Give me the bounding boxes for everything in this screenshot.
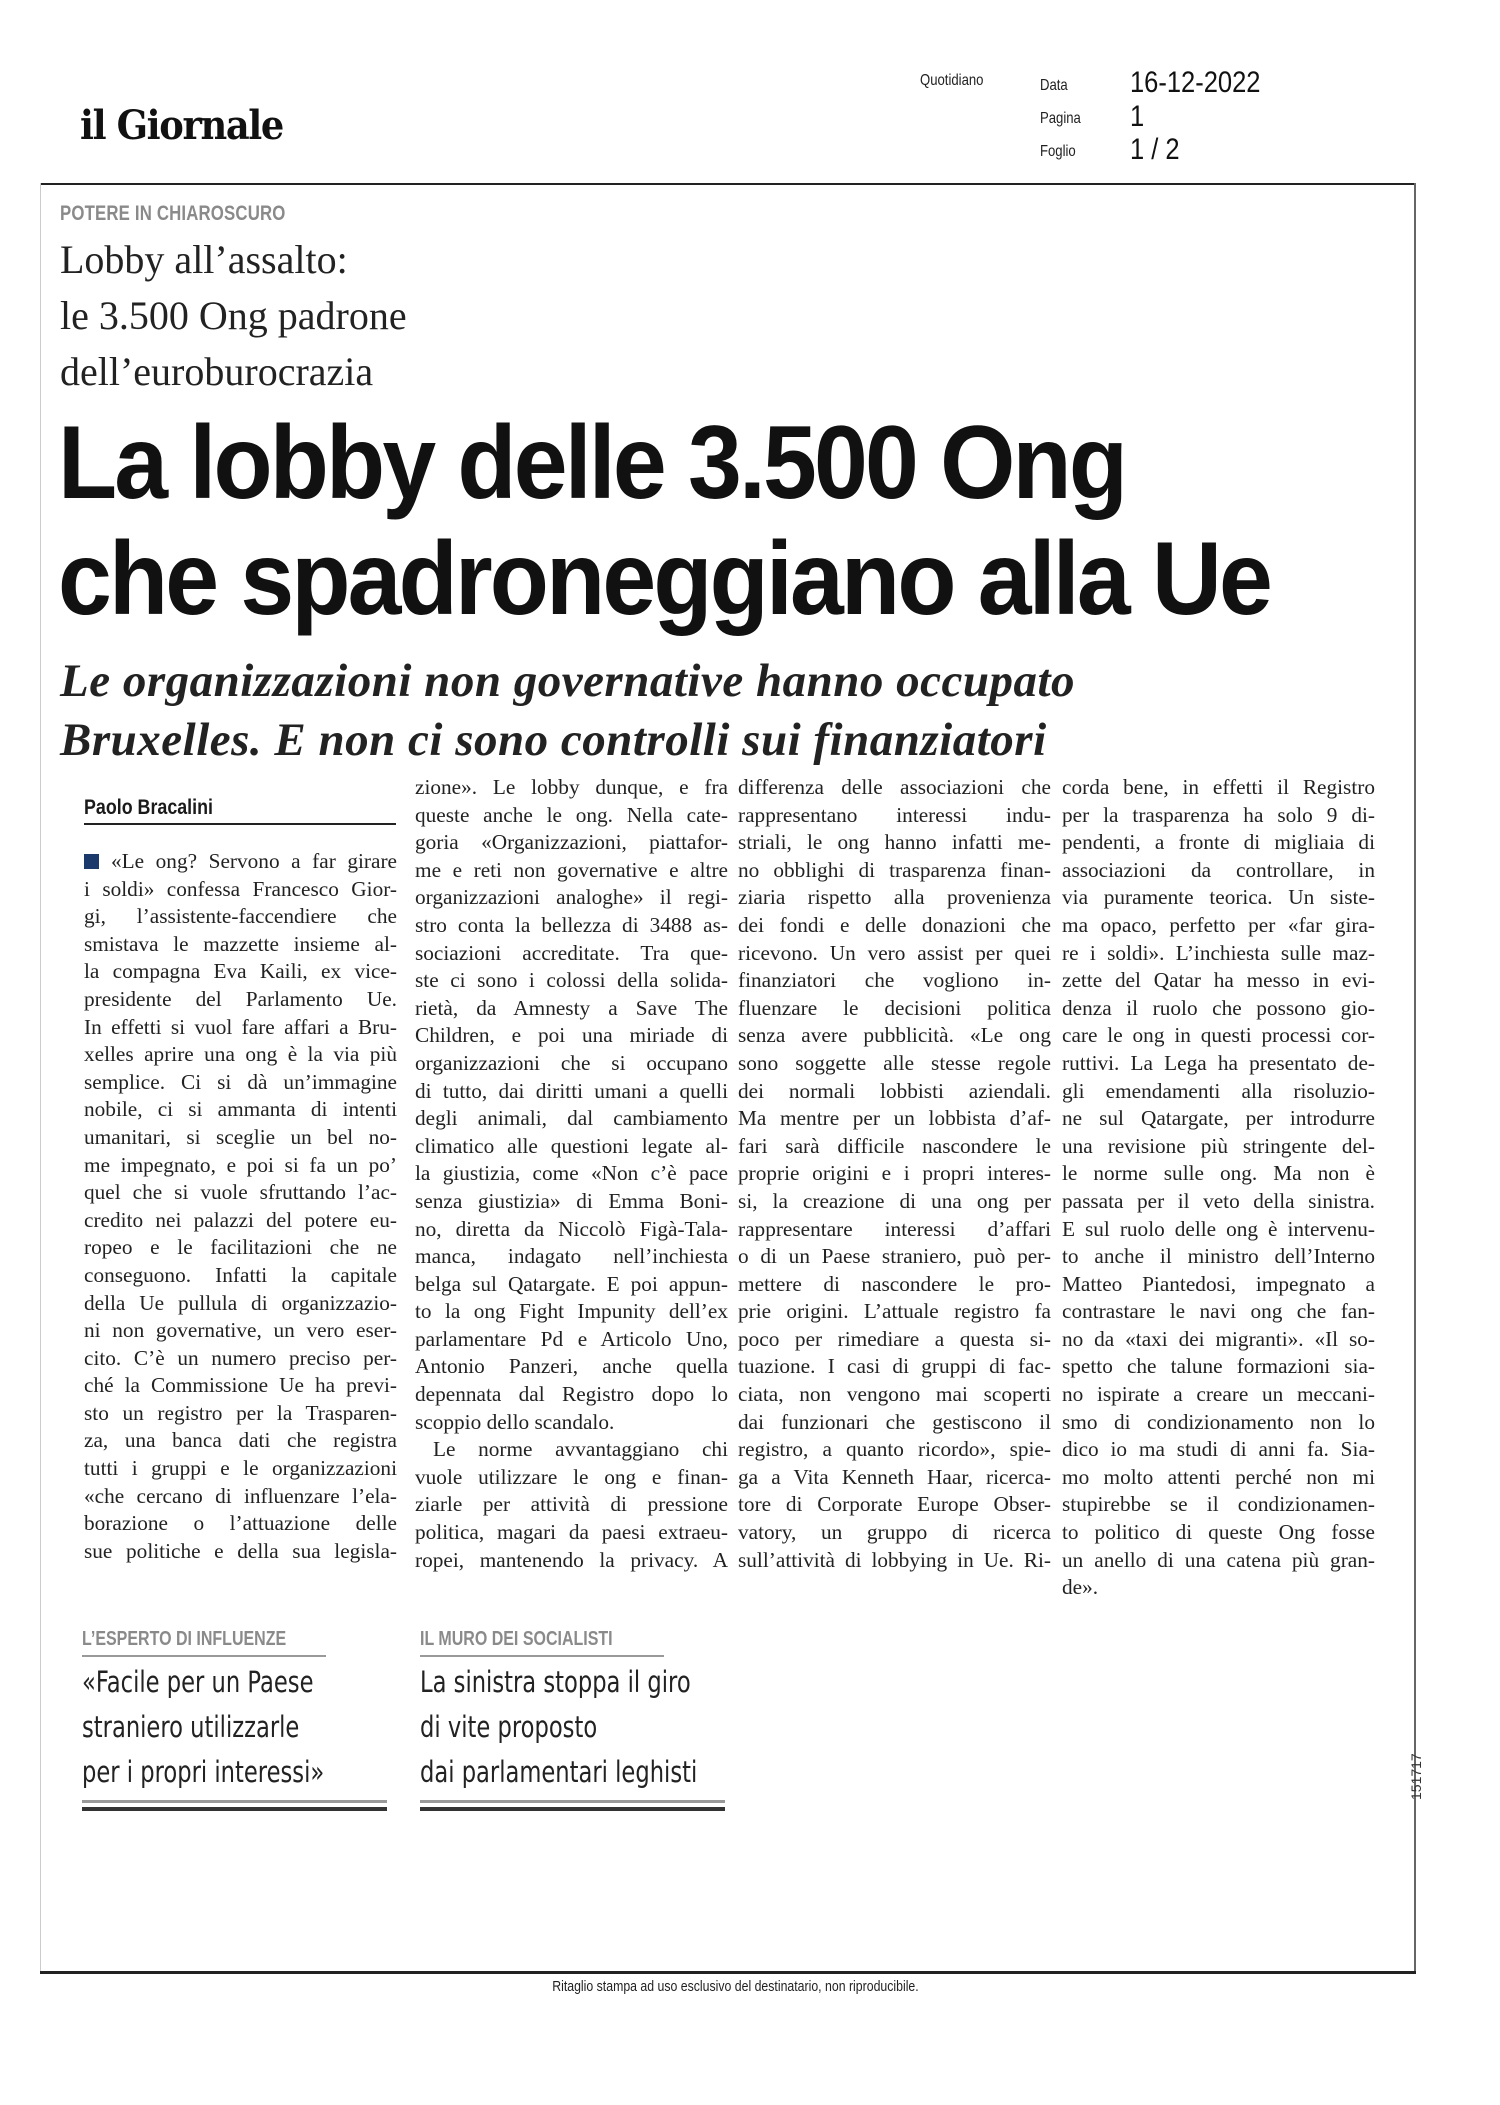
article-text-line: contrastare le navi ong che fan- xyxy=(1062,1299,1375,1324)
sidebar-title-line: dai parlamentari leghisti xyxy=(420,1755,698,1789)
article-text-line: re i soldi». L’inchiesta sulle maz- xyxy=(1062,940,1375,965)
article-text-line: finanziatori che vogliono in- xyxy=(738,968,1051,993)
subheadline-line: le 3.500 Ong padrone xyxy=(60,293,407,338)
article-text-line: mettere di nascondere le pro- xyxy=(738,1271,1051,1296)
article-text-line: quel che si vuole sfruttando l’ac- xyxy=(84,1180,397,1205)
article-text-line: si, la creazione di una ong per xyxy=(738,1188,1051,1213)
article-text-line: tore di Corporate Europe Obser- xyxy=(738,1492,1051,1517)
article-text-line: ropei, mantenendo la privacy. A xyxy=(415,1547,728,1572)
deck-line: Le organizzazioni non governative hanno occupato xyxy=(60,655,1076,707)
article-text-line: mo molto attenti perché non mi xyxy=(1062,1464,1375,1489)
article-kicker: POTERE IN CHIAROSCURO xyxy=(60,202,286,225)
article-text-line: proprie origini e i propri interes- xyxy=(738,1161,1051,1186)
article-text-line: la giustizia, come «Non c’è pace xyxy=(415,1161,728,1186)
sidebar-rule xyxy=(82,1800,387,1803)
article-text-line: queste anche le ong. Nella cate- xyxy=(415,802,728,827)
article-text-line: umanitari, si sceglie un bel no- xyxy=(84,1124,397,1149)
byline xyxy=(84,796,396,825)
article-text-line: tutti i gruppi e le organizzazioni xyxy=(84,1456,397,1481)
article-text-line: Children, e poi una miriade di xyxy=(415,1023,728,1048)
article-text-line: della Ue pullula di organizzazio- xyxy=(84,1290,397,1315)
sidebar-title-line: «Facile per un Paese xyxy=(82,1665,314,1699)
article-text-line: registro, a quanto ricordo», spie- xyxy=(738,1437,1051,1462)
article-text-line: fari sarà difficile nascondere le xyxy=(738,1133,1051,1158)
article-text-line: una revisione più stringente del- xyxy=(1062,1133,1375,1158)
sidebar-kicker: IL MURO DEI SOCIALISTI xyxy=(420,1628,664,1657)
frame-left-rule xyxy=(40,183,41,1973)
subheadline-line: dell’euroburocrazia xyxy=(60,349,374,394)
article-text-line: denza il ruolo che possono gio- xyxy=(1062,995,1375,1020)
article-text-line: me impegnato, e poi si fa un po’ xyxy=(84,1152,397,1177)
article-text-line: senza giustizia» di Emma Boni- xyxy=(415,1188,728,1213)
article-text-line: via puramente teorica. Un siste- xyxy=(1062,885,1375,910)
article-text-line: za, una banca dati che registra xyxy=(84,1428,397,1453)
sidebar-box-socialists xyxy=(420,1628,725,1811)
article-text-line: climatico alle questioni legate al- xyxy=(415,1133,728,1158)
article-text-line: o di un Paese straniero, può per- xyxy=(738,1244,1051,1269)
article-text-line: politica, magari da paesi extraeu- xyxy=(415,1520,728,1545)
clip-code: 151717 xyxy=(1408,1753,1424,1800)
article-text-line: sull’attività di lobbying in Ue. Ri- xyxy=(738,1547,1051,1572)
article-text-line: corda bene, in effetti il Registro xyxy=(1062,775,1375,799)
article-text-line: ricevono. Un vero assist per quei xyxy=(738,940,1051,965)
article-text-line: to politico di queste Ong fosse xyxy=(1062,1520,1375,1545)
article-text-line: associazioni da controllare, in xyxy=(1062,857,1375,882)
article-text-line: sue politiche e della sua legisla- xyxy=(84,1538,397,1563)
subheadline xyxy=(60,232,407,400)
deck xyxy=(60,652,1075,770)
article-column-2 xyxy=(415,774,728,1574)
article-text-line: credito nei palazzi del potere eu- xyxy=(84,1207,397,1232)
article-text-line: stupirebbe se il condizionamen- xyxy=(1062,1492,1375,1517)
article-text-line: no da «taxi dei migranti». «Il so- xyxy=(1062,1326,1375,1351)
article-text-line: fluenzare le decisioni politica xyxy=(738,995,1051,1020)
article-text-line: pendenti, a fronte di migliaia di xyxy=(1062,830,1375,855)
article-text-line: manca, indagato nell’inchiesta xyxy=(415,1244,728,1269)
date-value: 16-12-2022 xyxy=(1130,66,1261,99)
article-text-line: le norme sulle ong. Ma non è xyxy=(1062,1161,1375,1186)
article-text-line: rappresentano interessi indu- xyxy=(738,802,1051,827)
article-text-line: spetto che talune formazioni sia- xyxy=(1062,1354,1375,1379)
article-text-line: ropeo e le facilitazioni che ne xyxy=(84,1235,397,1260)
article-text-line: tuazione. I casi di gruppi di fac- xyxy=(738,1354,1051,1379)
article-text-line xyxy=(84,848,397,876)
article-text-line: Matteo Piantedosi, impegnato a xyxy=(1062,1271,1375,1296)
frame-top-rule xyxy=(40,183,1416,185)
article-text-line: passata per il veto della sinistra. xyxy=(1062,1188,1375,1213)
article-text-line: semplice. Ci si dà un’immagine xyxy=(84,1069,397,1094)
frame-bottom-rule xyxy=(40,1971,1416,1974)
page-label: Pagina xyxy=(1040,110,1081,127)
frame-right-rule xyxy=(1414,183,1416,1973)
sheet-value: 1 / 2 xyxy=(1130,133,1180,166)
sidebar-title-line: per i propri interessi» xyxy=(82,1755,325,1789)
article-text-line: smo di condizionamento non lo xyxy=(1062,1409,1375,1434)
article-text-line: degli animali, dal cambiamento xyxy=(415,1106,728,1131)
article-text-line: Ma mentre per un lobbista d’af- xyxy=(738,1106,1051,1131)
article-start-square-icon xyxy=(84,854,99,869)
article-text-line: conseguono. Infatti la capitale xyxy=(84,1262,397,1287)
article-text-line: ziaria rispetto alla provenienza xyxy=(738,885,1051,910)
article-text-line: zione». Le lobby dunque, e fra xyxy=(415,775,728,799)
article-text-line: vatory, un gruppo di ricerca xyxy=(738,1520,1051,1545)
article-text-line: parlamentare Pd e Articolo Uno, xyxy=(415,1326,728,1351)
article-text-line: ziarle per attività di pressione xyxy=(415,1492,728,1517)
article-text-line: prie origini. L’attuale registro fa xyxy=(738,1299,1051,1324)
article-column-4 xyxy=(1062,774,1375,1602)
article-text-line: striali, le ong hanno infatti me- xyxy=(738,830,1051,855)
article-text-line: vuole utilizzare le ong e finan- xyxy=(415,1464,728,1489)
article-text-line: di tutto, dai diritti umani a quelli xyxy=(415,1078,728,1103)
headline-line: che spadroneggiano alla Ue xyxy=(58,521,1271,637)
article-text-line: gli emendamenti alla risoluzio- xyxy=(1062,1078,1375,1103)
article-text-line: organizzazioni che si occupano xyxy=(415,1050,728,1075)
article-text-line: ma opaco, perfetto per «far gira- xyxy=(1062,912,1375,937)
article-column-1 xyxy=(84,848,397,1565)
article-text-line: gi, l’assistente-faccendiere che xyxy=(84,904,397,929)
sidebar-rule xyxy=(420,1807,725,1811)
article-text-line: In effetti si vuol fare affari a Bru- xyxy=(84,1014,397,1039)
article-text-line: ne sul Qatargate, per introdurre xyxy=(1062,1106,1375,1131)
article-text-line: ste ci sono i colossi della solida- xyxy=(415,968,728,993)
article-text-line: per la trasparenza ha solo 9 di- xyxy=(1062,802,1375,827)
deck-line: Bruxelles. E non ci sono controlli sui finanziatori xyxy=(60,714,1047,766)
article-text-line: me e reti non governative e altre xyxy=(415,857,728,882)
article-text-line: zette del Qatar ha messo in evi- xyxy=(1062,968,1375,993)
article-text-line: nobile, ci si ammanta di intenti xyxy=(84,1097,397,1122)
sidebar-rule xyxy=(82,1807,387,1811)
article-text-line: Le norme avvantaggiano chi xyxy=(433,1437,728,1462)
article-text-line: dei fondi e delle donazioni che xyxy=(738,912,1051,937)
article-text-line: sono soggette alle stesse regole xyxy=(738,1050,1051,1075)
article-text-line: sociazioni accreditate. Tra que- xyxy=(415,940,728,965)
article-text-line: rietà, da Amnesty a Save The xyxy=(415,995,728,1020)
article-text-line: poco per rimediare a questa si- xyxy=(738,1326,1051,1351)
article-text-line: depennata dal Registro dopo lo xyxy=(415,1382,728,1407)
sidebar-box-expert xyxy=(82,1628,387,1811)
article-text-line: no, diretta da Niccolò Figà-Tala- xyxy=(415,1216,728,1241)
sidebar-title-line: La sinistra stoppa il giro xyxy=(420,1665,691,1699)
article-text: «Le ong? Servono a far girare xyxy=(111,849,397,873)
subheadline-line: Lobby all’assalto: xyxy=(60,237,348,282)
article-text-line: Antonio Panzeri, anche quella xyxy=(415,1354,728,1379)
article-text-line: rappresentare interessi d’affari xyxy=(738,1216,1051,1241)
article-text-line: goria «Organizzazioni, piattafor- xyxy=(415,830,728,855)
article-text-line: ciata, non vengono mai scoperti xyxy=(738,1382,1051,1407)
article-text-line: ruttivi. La Lega ha presentato de- xyxy=(1062,1050,1375,1075)
date-label: Data xyxy=(1040,77,1068,94)
page-value: 1 xyxy=(1130,100,1145,133)
article-text-line: la compagna Eva Kaili, ex vice- xyxy=(84,959,397,984)
sheet-label: Foglio xyxy=(1040,143,1076,160)
footer-notice xyxy=(0,1978,1470,1995)
article-text-line: ché la Commissione Ue ha previ- xyxy=(84,1373,397,1398)
headline-line: La lobby delle 3.500 Ong xyxy=(58,405,1126,521)
article-text-line: no ispirate a creare un meccani- xyxy=(1062,1382,1375,1407)
article-text-line: smistava le mazzette insieme al- xyxy=(84,931,397,956)
article-text-line: i soldi» confessa Francesco Gior- xyxy=(84,876,397,901)
article-text-line: belga sul Qatargate. E poi appun- xyxy=(415,1271,728,1296)
article-text-line: de». xyxy=(1062,1575,1099,1600)
article-text-line: to la ong Fight Impunity dell’ex xyxy=(415,1299,728,1324)
article-text-line: stro conta la bellezza di 3488 as- xyxy=(415,912,728,937)
article-text-line: dico io ma studi di anni fa. Sia- xyxy=(1062,1437,1375,1462)
article-text-line: sto un registro per la Trasparen- xyxy=(84,1400,397,1425)
article-text-line: xelles aprire una ong è la via più xyxy=(84,1042,397,1067)
sidebar-title-line: di vite proposto xyxy=(420,1710,598,1744)
author-name: Paolo Bracalini xyxy=(84,796,213,819)
article-text-line: no obblighi di trasparenza finan- xyxy=(738,857,1051,882)
newspaper-logo: il Giornale xyxy=(80,102,283,149)
sidebar-kicker: L’ESPERTO DI INFLUENZE xyxy=(82,1628,326,1657)
article-text-line: ni non governative, un vero eser- xyxy=(84,1318,397,1343)
article-text-line: cito. C’è un numero preciso per- xyxy=(84,1345,397,1370)
article-text-line: dai funzionari che gestiscono il xyxy=(738,1409,1051,1434)
article-text-line: presidente del Parlamento Ue. xyxy=(84,986,397,1011)
article-text-line: ga a Vita Kenneth Haar, ricerca- xyxy=(738,1464,1051,1489)
article-text-line: senza avere pubblicità. «Le ong xyxy=(738,1023,1051,1048)
sidebar-rule xyxy=(420,1800,725,1803)
sidebar-title-line: straniero utilizzarle xyxy=(82,1710,300,1744)
article-text-line: borazione o l’attuazione delle xyxy=(84,1511,397,1536)
article-text-line: scoppio dello scandalo. xyxy=(415,1409,615,1434)
article-column-3 xyxy=(738,774,1051,1574)
article-text-line: dei normali lobbisti aziendali. xyxy=(738,1078,1051,1103)
article-text-line: organizzazioni analoghe» il regi- xyxy=(415,885,728,910)
article-text-line: «che cercano di influenzare l’ela- xyxy=(84,1483,397,1508)
article-text-line: un anello di una catena più gran- xyxy=(1062,1547,1375,1572)
footer-text: Ritaglio stampa ad uso esclusivo del destinatario, non riproducibile. xyxy=(551,1978,919,1995)
article-text-line: to anche il ministro dell’Interno xyxy=(1062,1244,1375,1269)
article-text-line: differenza delle associazioni che xyxy=(738,775,1051,799)
article-text-line: care le ong in questi processi cor- xyxy=(1062,1023,1375,1048)
article-text-line: E sul ruolo delle ong è intervenu- xyxy=(1062,1216,1375,1241)
publication-type: Quotidiano xyxy=(920,72,984,89)
headline xyxy=(58,405,1270,637)
